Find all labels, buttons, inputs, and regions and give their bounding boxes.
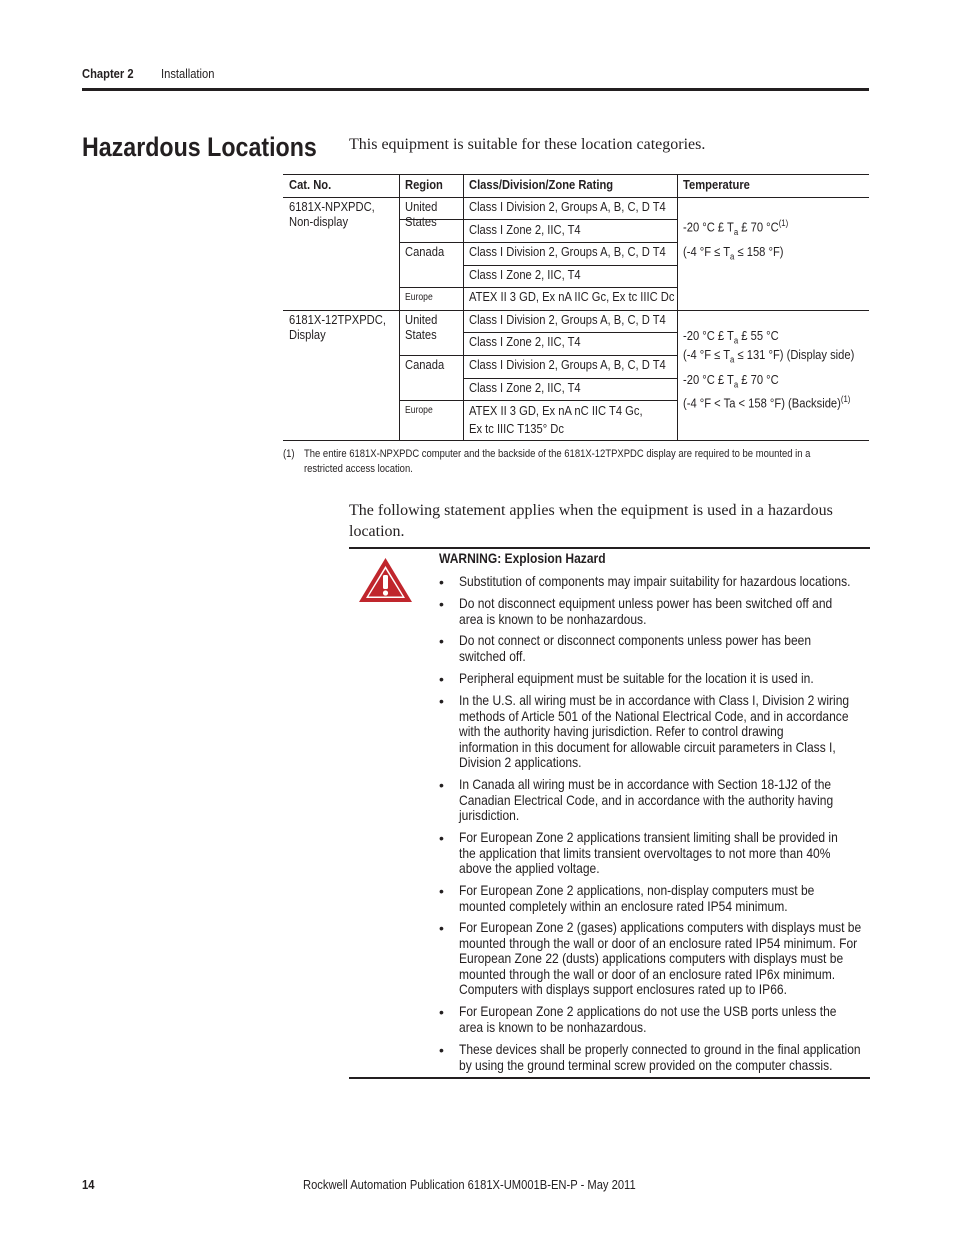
temperature-cell: -20 °C £ $T_a$ £ 70 $^\circ C^{(1)}$ (-4 $^\circ F \le T_a \le 158$ °F) <box>683 218 789 262</box>
region-cell: United States <box>405 199 438 229</box>
statement-text: The following statement applies when the equipment is used in a hazardous location. <box>349 502 833 540</box>
rating-cell: Class I Zone 2, IIC, T4 <box>469 380 581 395</box>
cat-no-cell: 6181X-12TPXPDC, Display <box>289 312 386 342</box>
column-header: Cat. No. <box>289 177 332 192</box>
column-header: Temperature <box>683 177 750 192</box>
rating-cell: Class I Division 2, Groups A, B, C, D T4 <box>469 244 666 259</box>
location-table <box>283 174 869 441</box>
table-rule <box>399 400 677 401</box>
table-rule <box>399 355 677 356</box>
table-rule <box>399 287 677 288</box>
footnote-text: The entire 6181X-NPXPDC computer and the backside of the 6181X-12TPXPDC display are required to be mounted in a restricted access location. <box>304 448 811 475</box>
warning-rule-top <box>349 547 870 549</box>
intro-text: This equipment is suitable for these location categories. <box>349 136 706 153</box>
publication-footer: Rockwell Automation Publication 6181X-UM001B-EN-P - May 2011 <box>303 1177 636 1192</box>
temperature-cell: -20 °C £ $T_a$ £ 70 °C (-4 °F < Ta < 158 °F) (Backside)$^{(1)}$ <box>683 372 851 410</box>
table-rule <box>463 265 677 266</box>
rating-cell: Class I Zone 2, IIC, T4 <box>469 267 581 282</box>
column-header: Region <box>405 177 443 192</box>
table-rule <box>463 174 464 441</box>
region-cell: Europe <box>405 292 433 303</box>
running-header <box>82 66 215 81</box>
warning-title: WARNING: Explosion Hazard <box>439 550 606 566</box>
warning-triangle-icon <box>357 556 414 604</box>
rating-cell: Class I Zone 2, IIC, T4 <box>469 334 581 349</box>
table-rule <box>399 174 400 441</box>
region-cell: Canada <box>405 244 445 259</box>
page-number: 14 <box>82 1177 95 1192</box>
warning-rule-bottom <box>349 1077 870 1079</box>
rating-cell: Class I Division 2, Groups A, B, C, D T4 <box>469 199 666 214</box>
region-cell: United States <box>405 312 438 342</box>
rating-cell: ATEX II 3 GD, Ex nA IIC Gc, Ex tc IIIC Dc <box>469 289 675 304</box>
rating-cell: Class I Division 2, Groups A, B, C, D T4 <box>469 357 666 372</box>
chapter-label: Chapter 2 <box>82 66 134 81</box>
cat-no-cell: 6181X-NPXPDC, Non-display <box>289 199 375 229</box>
temperature-cell: -20 °C £ $T_a$ £ 55 °C (-4 $^\circ F \le T_a \le 131$ °F) (Display side) <box>683 328 855 365</box>
region-cell: Europe <box>405 405 433 416</box>
column-header: Class/Division/Zone Rating <box>469 177 614 192</box>
table-rule <box>399 242 677 243</box>
footnote-marker: (1) <box>283 448 295 460</box>
table-rule <box>283 310 869 311</box>
table-rule <box>283 197 869 198</box>
table-rule <box>283 174 869 175</box>
rating-cell: ATEX II 3 GD, Ex nA nC IIC T4 Gc, Ex tc IIIC T135° Dc <box>469 403 643 436</box>
rating-cell: Class I Zone 2, IIC, T4 <box>469 222 581 237</box>
page-title: Hazardous Locations <box>82 132 317 162</box>
section-label: Installation <box>161 66 215 81</box>
table-rule <box>463 332 677 333</box>
rating-cell: Class I Division 2, Groups A, B, C, D T4 <box>469 312 666 327</box>
table-rule <box>283 440 869 441</box>
region-cell: Canada <box>405 357 445 372</box>
table-rule <box>677 174 678 441</box>
header-rule <box>82 88 869 91</box>
table-rule <box>463 378 677 379</box>
